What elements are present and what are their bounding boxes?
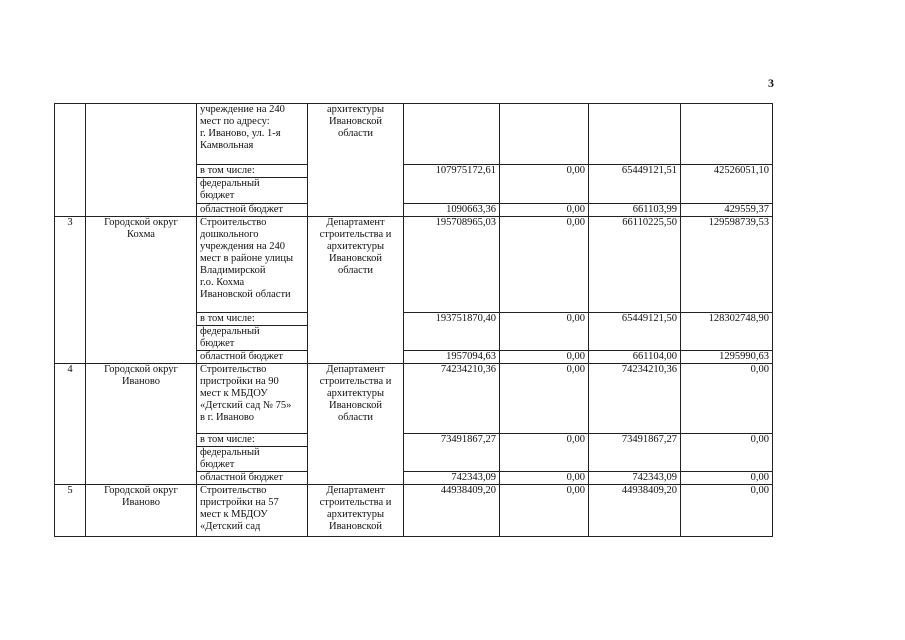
table-row (55, 217, 773, 313)
municipality-cell: Городской округ Кохма (86, 217, 197, 364)
municipality-cell (86, 104, 197, 217)
total-value: 74234210,36 (404, 364, 500, 434)
including-label: в том числе: (197, 165, 308, 178)
fed-value: 193751870,40 (404, 313, 500, 351)
total-value: 44938409,20 (589, 485, 681, 537)
fed-value: 73491867,27 (404, 434, 500, 472)
regional-budget-label: областной бюджет (197, 351, 308, 364)
row-number-cell (55, 104, 86, 217)
fed-value: 128302748,90 (681, 313, 773, 351)
total-value: 129598739,53 (681, 217, 773, 313)
value-cell (589, 104, 681, 165)
total-value: 195708965,03 (404, 217, 500, 313)
reg-value: 429559,37 (681, 204, 773, 217)
department-cell: Департамент строительства и архитектуры Ивановской области (308, 217, 404, 364)
including-label: в том числе: (197, 434, 308, 447)
reg-value: 0,00 (500, 204, 589, 217)
reg-value: 1957094,63 (404, 351, 500, 364)
fed-value: 0,00 (500, 313, 589, 351)
row-number: 5 (55, 485, 86, 537)
object-cell: Строительство пристройки на 57 мест к МБДОУ «Детский сад (197, 485, 308, 537)
regional-budget-label: областной бюджет (197, 204, 308, 217)
fed-value: 42526051,10 (681, 165, 773, 204)
object-cell: Строительство дошкольного учреждения на 240 мест в районе улицы Владимирской г.о. Кохма Ивановской области (197, 217, 308, 313)
including-label: в том числе: (197, 313, 308, 326)
fed-value: 107975172,61 (404, 165, 500, 204)
total-value: 0,00 (681, 485, 773, 537)
fed-value: 73491867,27 (589, 434, 681, 472)
row-number: 3 (55, 217, 86, 364)
regional-budget-label: областной бюджет (197, 472, 308, 485)
total-value: 0,00 (500, 485, 589, 537)
fed-value: 0,00 (500, 434, 589, 472)
total-value: 0,00 (681, 364, 773, 434)
fed-value: 0,00 (681, 434, 773, 472)
total-value: 0,00 (500, 217, 589, 313)
total-value: 66110225,50 (589, 217, 681, 313)
reg-value: 0,00 (681, 472, 773, 485)
budget-table (54, 103, 773, 537)
object-cell: учреждение на 240 мест по адресу: г. Иваново, ул. 1-я Камвольная (197, 104, 308, 165)
value-cell (681, 104, 773, 165)
reg-value: 742343,09 (404, 472, 500, 485)
row-number: 4 (55, 364, 86, 485)
department-cell: Департамент строительства и архитектуры Ивановской (308, 485, 404, 537)
value-cell (404, 104, 500, 165)
reg-value: 0,00 (500, 472, 589, 485)
reg-value: 661104,00 (589, 351, 681, 364)
table-row (55, 364, 773, 434)
department-cell: архитектуры Ивановской области (308, 104, 404, 217)
object-cell: Строительство пристройки на 90 мест к МБДОУ «Детский сад № 75» в г. Иваново (197, 364, 308, 434)
reg-value: 742343,09 (589, 472, 681, 485)
municipality-cell: Городской округ Иваново (86, 364, 197, 485)
federal-budget-label: федеральный бюджет (197, 178, 308, 204)
total-value: 74234210,36 (589, 364, 681, 434)
federal-budget-label: федеральный бюджет (197, 326, 308, 351)
municipality-cell: Городской округ Иваново (86, 485, 197, 537)
reg-value: 0,00 (500, 351, 589, 364)
reg-value: 661103,99 (589, 204, 681, 217)
value-cell (500, 104, 589, 165)
table-row (55, 485, 773, 537)
federal-budget-label: федеральный бюджет (197, 447, 308, 472)
total-value: 0,00 (500, 364, 589, 434)
total-value: 44938409,20 (404, 485, 500, 537)
fed-value: 65449121,51 (589, 165, 681, 204)
department-cell: Департамент строительства и архитектуры Ивановской области (308, 364, 404, 485)
reg-value: 1295990,63 (681, 351, 773, 364)
reg-value: 1090663,36 (404, 204, 500, 217)
table-row (55, 104, 773, 165)
fed-value: 65449121,50 (589, 313, 681, 351)
page-number: 3 (768, 76, 774, 90)
fed-value: 0,00 (500, 165, 589, 204)
